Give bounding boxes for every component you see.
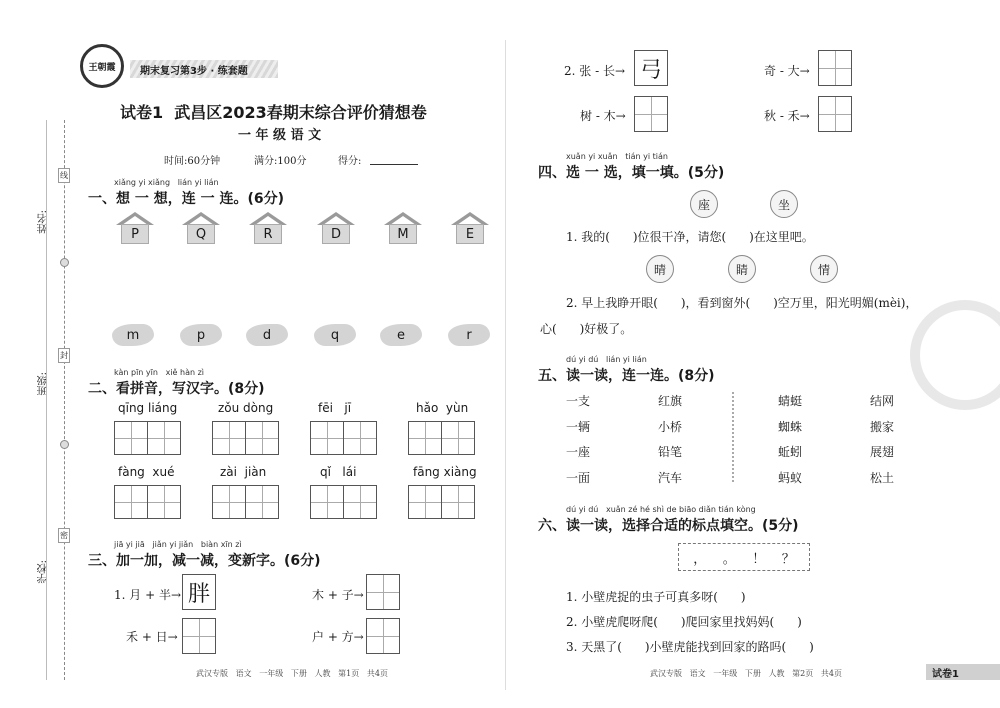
house-card [184, 212, 218, 244]
writing-box[interactable] [408, 421, 442, 455]
writing-box[interactable] [114, 485, 148, 519]
logo-text: 王朝霞 [88, 62, 116, 73]
leaf-letter[interactable]: p [180, 324, 222, 346]
match-item[interactable]: 汽车 [658, 471, 683, 485]
answer-box[interactable] [634, 50, 668, 86]
writing-box[interactable] [245, 421, 279, 455]
sec4-title: 四、选 一 选，填一填。(5分) [538, 165, 725, 181]
option-char[interactable]: 坐 [770, 190, 798, 218]
match-item[interactable]: 松土 [870, 471, 895, 485]
page-tab [926, 664, 1000, 680]
writing-box[interactable] [114, 421, 148, 455]
fill-q1: 1. 我的( )位很干净，请您( )在这里吧。 [566, 230, 814, 244]
seal-mark-3: 密 [58, 528, 70, 543]
leaf-letter[interactable]: q [314, 324, 356, 346]
compose-q1: 1. 月 + 半→ [114, 588, 182, 602]
binding-hole-1 [60, 258, 69, 267]
time-info: 时间:60分钟 [164, 156, 221, 167]
house-card [453, 212, 487, 244]
answer-box[interactable] [366, 574, 400, 610]
sec2-title: 二、看拼音，写汉字。(8分) [88, 381, 265, 397]
match-item[interactable]: 一座 [566, 445, 591, 459]
compose-q7: 树 - 木→ [580, 109, 626, 123]
writing-box[interactable] [441, 485, 475, 519]
sec5-title: 五、读一读，连一连。(8分) [538, 368, 715, 384]
logo-badge [80, 44, 124, 88]
sec6-pinyin: dú yi dú xuǎn zé hé shì de biāo diǎn tián kòng [566, 505, 756, 514]
leaf-letter[interactable]: m [112, 324, 154, 346]
watermark-seal [910, 300, 1000, 410]
binding-line [64, 120, 65, 680]
option-char[interactable]: 睛 [728, 255, 756, 283]
writing-box[interactable] [343, 421, 377, 455]
sec3-pinyin: jiā yi jiā jiǎn yi jiǎn biàn xīn zì [114, 540, 242, 549]
name-label: 姓名: [38, 210, 49, 234]
pinyin-label: zǒu dòng [218, 401, 274, 415]
column-divider [732, 392, 734, 482]
match-item[interactable]: 铅笔 [658, 445, 683, 459]
match-item[interactable]: 蜘蛛 [778, 420, 803, 434]
match-item[interactable]: 一面 [566, 471, 591, 485]
page-divider [505, 40, 506, 690]
pinyin-label: zài jiàn [220, 465, 267, 479]
house-letter[interactable]: M [389, 224, 417, 244]
answer-box[interactable] [366, 618, 400, 654]
exam-title: 试卷1 武昌区2023春期末综合评价猜想卷 [120, 103, 427, 122]
leaf-letter[interactable]: r [448, 324, 490, 346]
page-tab-label: 试卷1 [932, 668, 959, 680]
pinyin-label: hǎo yùn [416, 401, 469, 415]
fill-q2-line1: 2. 早上我睁开眼( )，看到窗外( )空万里，阳光明媚(mèi)， [566, 296, 918, 310]
page-footer-left: 武汉专版 语文 一年级 下册 人教 第1页 共4页 [196, 669, 388, 678]
pinyin-label: qǐ lái [320, 465, 357, 479]
compose-q8: 秋 - 禾→ [764, 109, 810, 123]
sec5-pinyin: dú yi dú lián yi lián [566, 355, 647, 364]
compose-q2: 木 + 子→ [312, 588, 364, 602]
answer-char: 胖 [187, 581, 210, 607]
compose-q6: 奇 - 大→ [764, 64, 810, 78]
banner-text: 期末复习第3步 · 练套题 [140, 65, 248, 77]
punct-q2: 2. 小壁虎爬呀爬( )爬回家里找妈妈( ) [566, 615, 802, 629]
banner-strip [130, 60, 278, 78]
option-char[interactable]: 晴 [646, 255, 674, 283]
house-card [251, 212, 285, 244]
pinyin-label: fàng xué [118, 465, 175, 479]
writing-box[interactable] [441, 421, 475, 455]
writing-box[interactable] [343, 485, 377, 519]
seal-mark-1: 线 [58, 168, 70, 183]
compose-q4: 户 + 方→ [312, 630, 364, 644]
writing-box[interactable] [310, 485, 344, 519]
house-letter[interactable]: R [254, 224, 282, 244]
house-card [319, 212, 353, 244]
answer-box[interactable] [818, 96, 852, 132]
school-label: 学校: [38, 560, 49, 584]
punct-q3: 3. 天黑了( )小壁虎能找到回家的路吗( ) [566, 640, 814, 654]
match-item[interactable]: 蚂蚁 [778, 471, 803, 485]
house-letter[interactable]: E [456, 224, 484, 244]
sec4-pinyin: xuǎn yi xuǎn tián yi tián [566, 152, 668, 161]
match-item[interactable]: 展翅 [870, 445, 895, 459]
class-label: 班级: [38, 372, 49, 396]
score-field-label: 得分: [338, 156, 362, 167]
leaf-letter[interactable]: d [246, 324, 288, 346]
compose-q3: 禾 + 日→ [126, 630, 178, 644]
house-letter[interactable]: Q [187, 224, 215, 244]
option-char[interactable]: 情 [810, 255, 838, 283]
writing-box[interactable] [147, 485, 181, 519]
page-footer-right: 武汉专版 语文 一年级 下册 人教 第2页 共4页 [650, 669, 842, 678]
seal-mark-2: 封 [58, 348, 70, 363]
sec3-title: 三、加一加，减一减，变新字。(6分) [88, 553, 321, 569]
total-score-info: 满分:100分 [254, 156, 307, 167]
match-item[interactable]: 搬家 [870, 420, 895, 434]
punctuation-options: ， 。 ！ ？ [693, 551, 795, 567]
writing-box[interactable] [408, 485, 442, 519]
answer-box[interactable] [182, 618, 216, 654]
writing-box[interactable] [147, 421, 181, 455]
house-card [118, 212, 152, 244]
sec1-title: 一、想 一 想，连 一 连。(6分) [88, 191, 285, 207]
writing-box[interactable] [245, 485, 279, 519]
answer-box[interactable] [634, 96, 668, 132]
match-item[interactable]: 蚯蚓 [778, 445, 803, 459]
score-field-line[interactable] [370, 164, 418, 165]
match-item[interactable]: 一支 [566, 394, 591, 408]
match-item[interactable]: 小桥 [658, 420, 683, 434]
fill-q2-line2: 心( )好极了。 [540, 322, 633, 336]
punct-q1: 1. 小壁虎捉的虫子可真多呀( ) [566, 590, 746, 604]
binding-hole-2 [60, 440, 69, 449]
sec1-pinyin: xiǎng yi xiǎng lián yi lián [114, 178, 219, 187]
leaf-letter[interactable]: e [380, 324, 422, 346]
compose-q5: 2. 张 - 长→ [564, 64, 626, 78]
pinyin-label: qīng liáng [118, 401, 178, 415]
pinyin-label: fēi jī [318, 401, 352, 415]
answer-box[interactable] [818, 50, 852, 86]
match-item[interactable]: 蜻蜓 [778, 394, 803, 408]
writing-box[interactable] [212, 421, 246, 455]
writing-box[interactable] [212, 485, 246, 519]
match-item[interactable]: 一辆 [566, 420, 591, 434]
option-char[interactable]: 座 [690, 190, 718, 218]
house-letter[interactable]: D [322, 224, 350, 244]
exam-subtitle: 一 年 级 语 文 [238, 128, 322, 143]
match-item[interactable]: 红旗 [658, 394, 683, 408]
house-letter[interactable]: P [121, 224, 149, 244]
punctuation-box [678, 543, 810, 571]
writing-box[interactable] [310, 421, 344, 455]
house-card [386, 212, 420, 244]
answer-box[interactable] [182, 574, 216, 610]
sec2-pinyin: kàn pīn yīn xiě hàn zì [114, 368, 205, 377]
answer-char: 弓 [639, 57, 662, 83]
sec6-title: 六、读一读，选择合适的标点填空。(5分) [538, 518, 799, 534]
binding-line-inner [46, 120, 47, 680]
match-item[interactable]: 结网 [870, 394, 895, 408]
pinyin-label: fāng xiàng [413, 465, 477, 479]
